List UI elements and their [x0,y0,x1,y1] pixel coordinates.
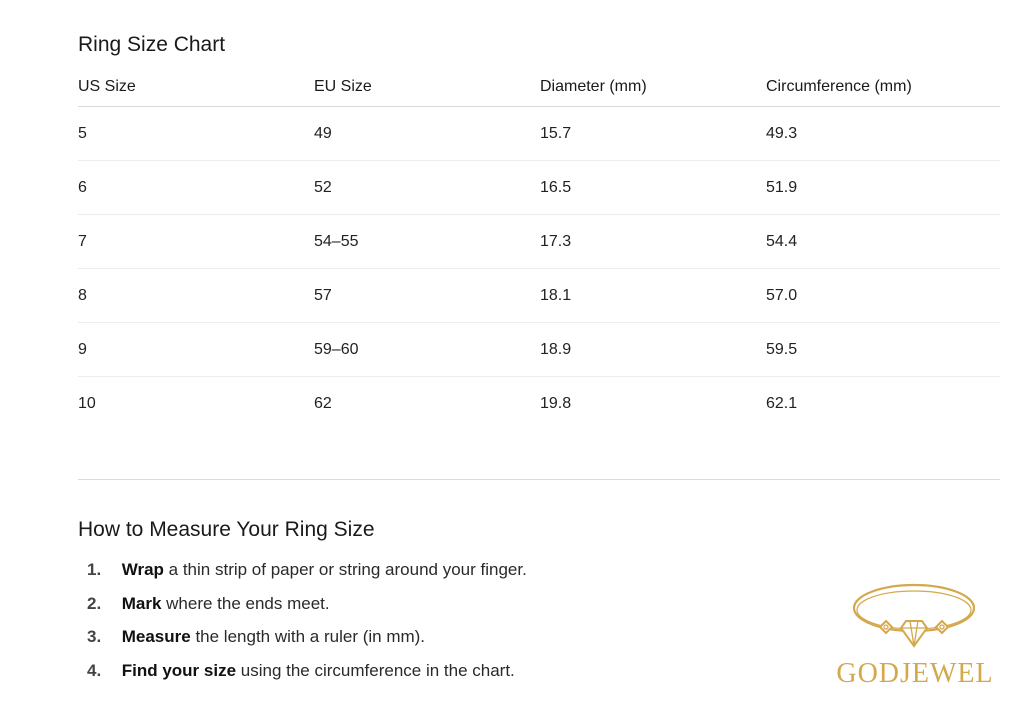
step-action: Wrap [121,560,164,579]
step-number: 1. [87,560,102,579]
step-number: 2. [87,593,102,613]
cell-eu-size: 59–60 [314,323,540,377]
cell-us-size: 6 [78,161,314,215]
step-text: the length with a ruler (in mm). [190,627,426,647]
table-row [78,107,1000,161]
page-title: Ring Size Chart [78,33,226,56]
step-number: 3. [87,627,102,647]
logo-text: GODJEWEL [836,658,994,689]
cell-eu-size: 57 [314,269,540,323]
list-item [78,590,678,624]
cell-circumference: 51.9 [766,161,1000,215]
cell-eu-size: 49 [314,107,540,161]
cell-diameter: 18.1 [540,269,766,323]
step-text: a thin strip of paper or string around your finger. [163,560,527,579]
table-row [78,377,1000,431]
list-item [78,623,678,657]
cell-us-size: 10 [78,394,96,412]
cell-diameter: 16.5 [540,161,766,215]
cell-circumference: 62.1 [766,394,798,412]
cell-diameter: 18.9 [540,323,766,377]
column-header-circumference: Circumference (mm) [766,68,1000,107]
cell-circumference: 54.4 [766,215,1000,269]
step-number: 4. [87,660,102,680]
column-header-us-size: US Size [78,68,314,107]
table-header-row [78,68,1000,107]
step-text: using the circumference in the chart. [236,660,515,680]
step-action: Find your size [121,660,237,680]
column-header-diameter: Diameter (mm) [540,68,766,107]
cell-us-size: 9 [78,323,314,377]
cell-eu-size: 54–55 [314,215,540,269]
godjewel-logo [830,580,1000,695]
cell-us-size: 8 [78,269,314,323]
column-header-eu-size: EU Size [314,68,540,107]
cell-circumference: 49.3 [766,107,1000,161]
cell-eu-size: 62 [314,394,332,412]
cell-diameter: 19.8 [540,394,572,412]
howto-heading: How to Measure Your Ring Size [78,518,375,541]
cell-diameter: 15.7 [540,107,766,161]
section-divider [78,479,1000,480]
step-text: where the ends meet. [161,593,330,613]
cell-circumference: 59.5 [766,323,1000,377]
table-row [78,269,1000,323]
table-row [78,323,1000,377]
list-item [78,556,678,590]
ring-diamond-icon [830,580,1000,650]
step-action: Measure [121,627,191,647]
step-action: Mark [121,593,162,613]
cell-us-size: 5 [78,107,314,161]
cell-circumference: 57.0 [766,269,1000,323]
list-item [78,657,678,691]
cell-diameter: 17.3 [540,215,766,269]
measure-steps-list [78,556,678,690]
cell-eu-size: 52 [314,161,540,215]
table-row [78,215,1000,269]
table-row [78,161,1000,215]
cell-us-size: 7 [78,215,314,269]
ring-size-table [78,68,1000,430]
